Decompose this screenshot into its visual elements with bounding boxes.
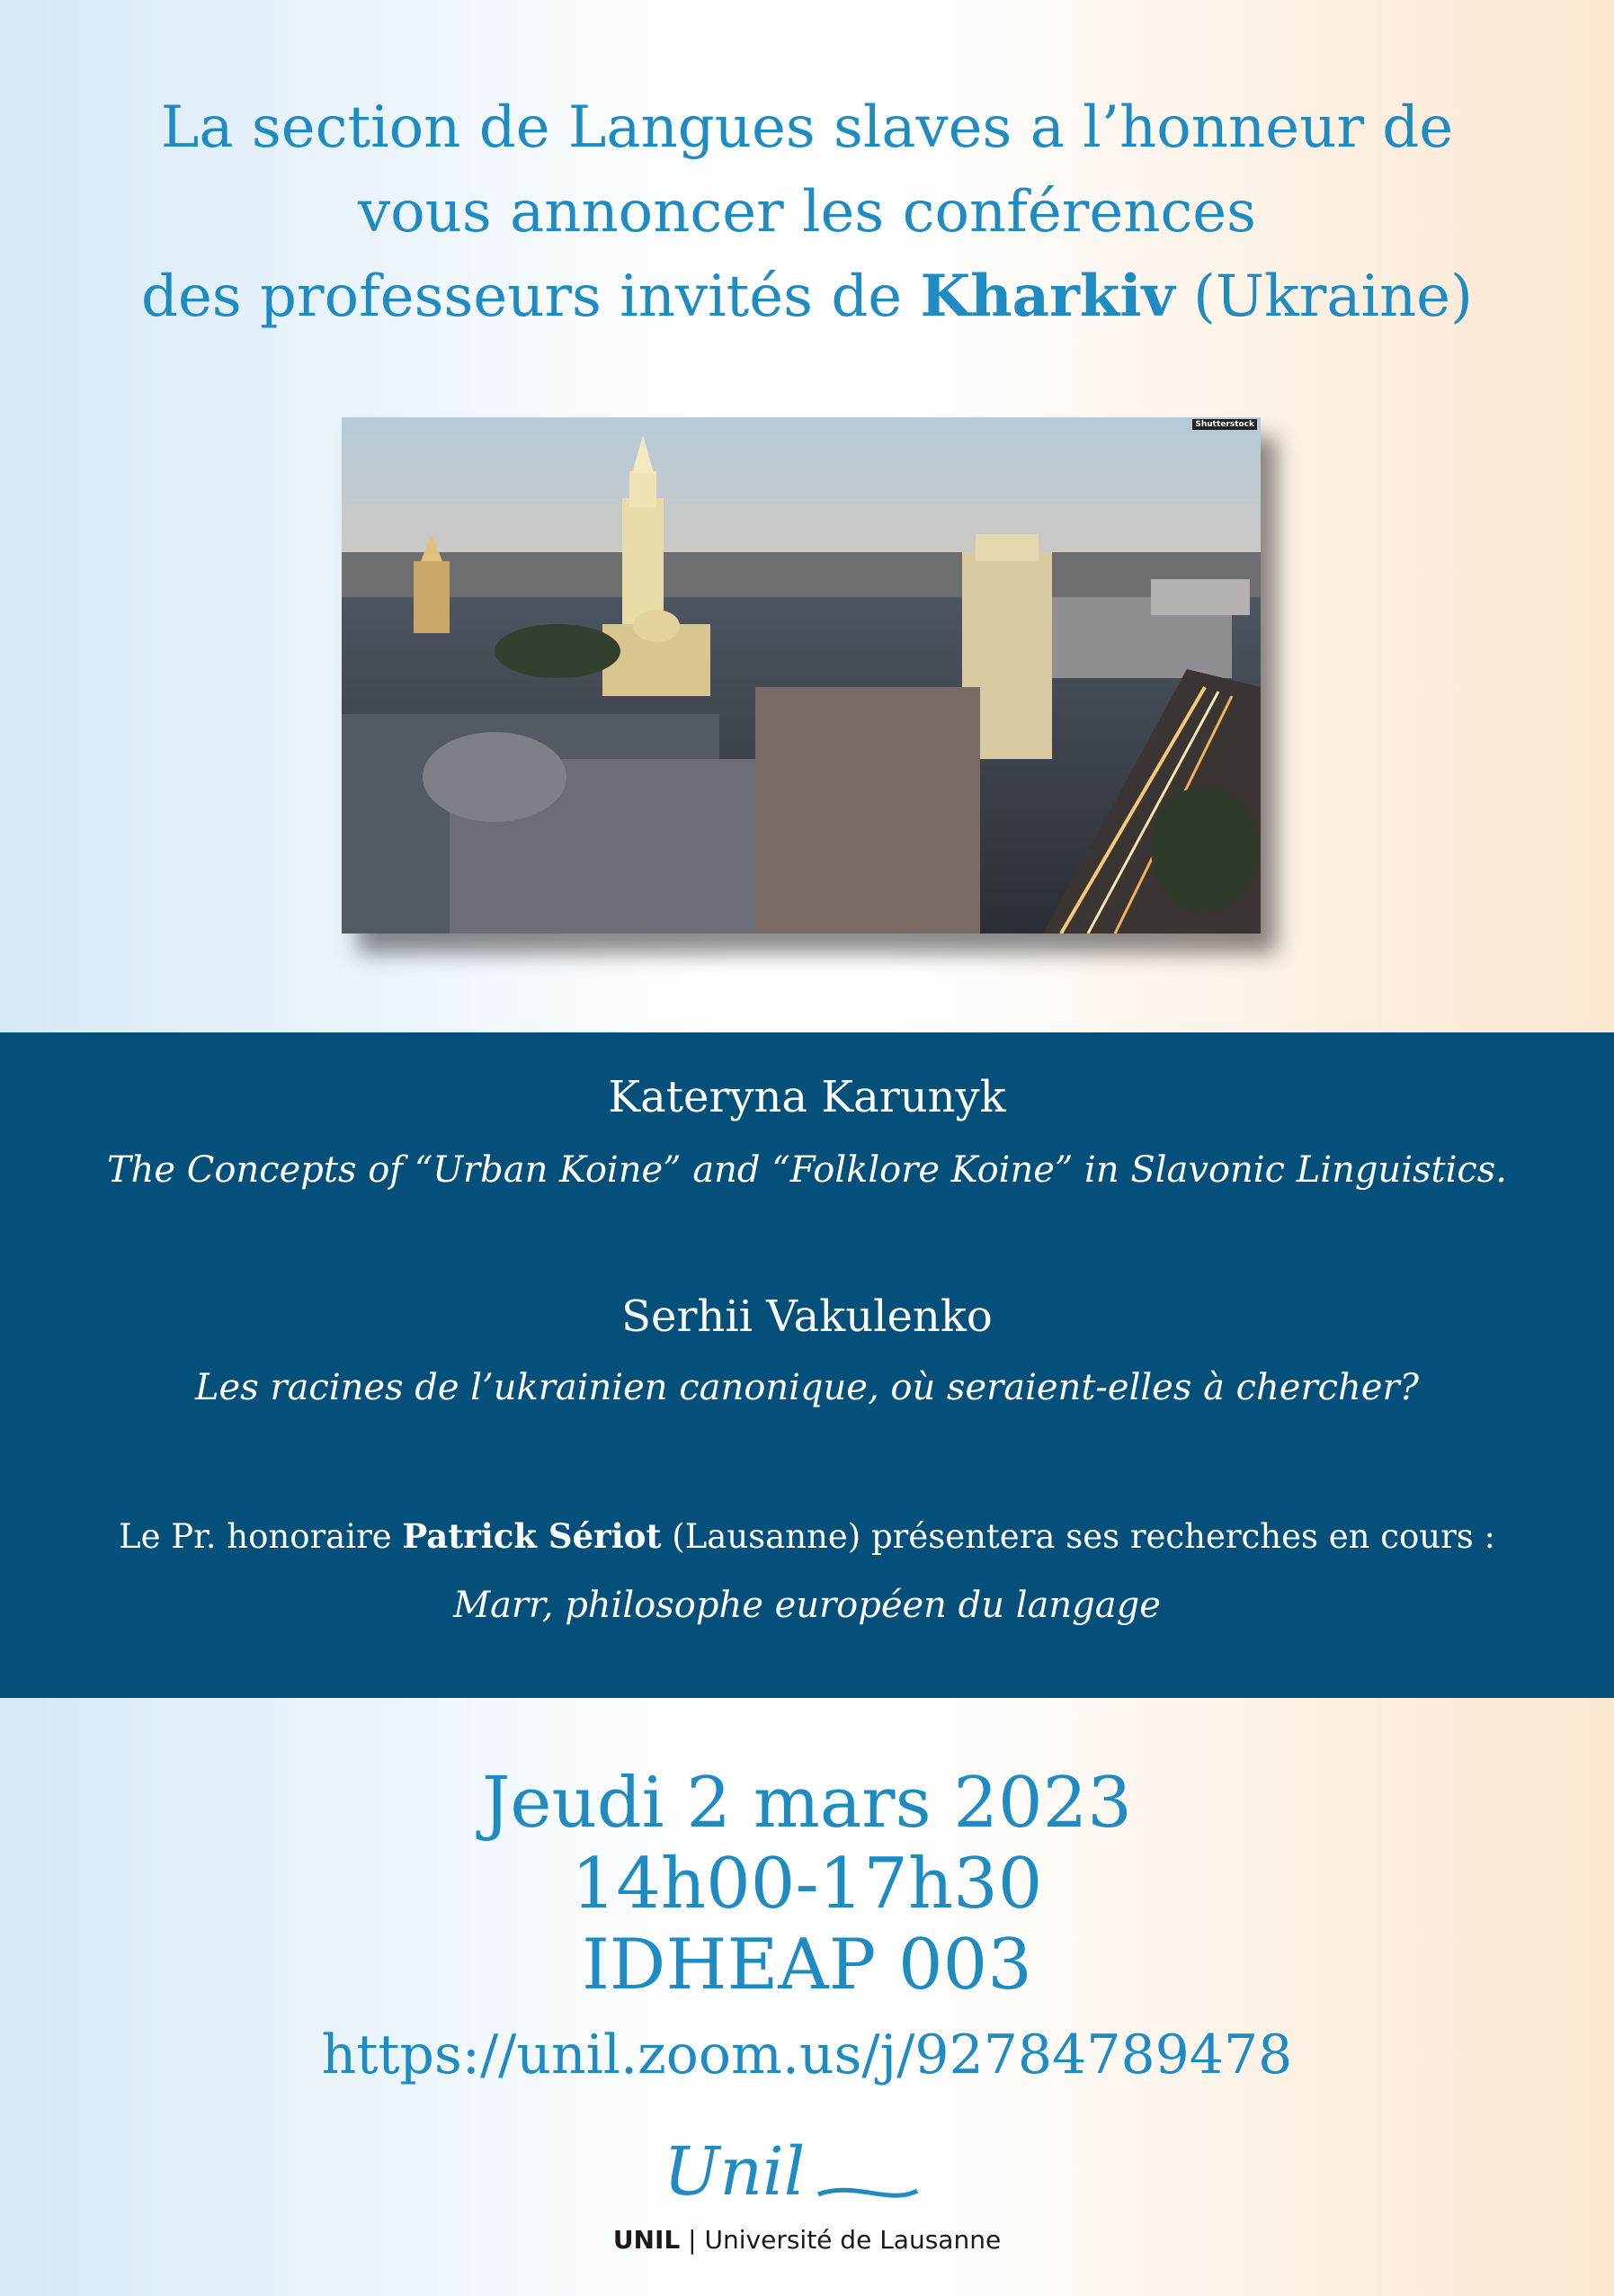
speaker-name: Kateryna Karunyk — [608, 1072, 1006, 1122]
headline-line-3-suffix: (Ukraine) — [1174, 264, 1474, 330]
guest-name: Patrick Sériot — [402, 1516, 662, 1556]
guest-prefix: Le Pr. honoraire — [119, 1517, 403, 1556]
headline-line-2: vous annoncer les conférences — [357, 179, 1257, 246]
guest-suffix: (Lausanne) présentera ses recherches en cours : — [661, 1517, 1495, 1556]
headline-line-1: La section de Langues slaves a l’honneur de — [160, 94, 1454, 161]
photo-credit: Shutterstock — [1192, 419, 1257, 430]
logo-caption — [0, 2225, 1614, 2255]
talks-band — [0, 1032, 1614, 1698]
event-room: IDHEAP 003 — [582, 1925, 1032, 2006]
zoom-link[interactable]: https://unil.zoom.us/j/92784789478 — [321, 2024, 1293, 2086]
unil-logo — [620, 2131, 998, 2212]
guest-talk-title: Marr, philosophe européen du langage — [453, 1585, 1161, 1626]
speaker-name: Serhii Vakulenko — [621, 1291, 993, 1342]
talk-title: The Concepts of “Urban Koine” and “Folklore Koine” in Slavonic Linguistics. — [106, 1149, 1508, 1191]
logo-separator: | — [688, 2225, 697, 2255]
city-skyline-photo — [342, 417, 1261, 934]
talk-title: Les racines de l’ukrainien canonique, où seraient-elles à chercher? — [194, 1367, 1420, 1408]
headline-line-3-prefix: des professeurs invités de — [140, 264, 921, 330]
event-time: 14h00-17h30 — [571, 1844, 1043, 1925]
guest-notice — [0, 1516, 1614, 1556]
unil-wordmark: Unil — [664, 2133, 806, 2211]
headline-line-3 — [0, 255, 1614, 339]
unil-short: UNIL — [612, 2225, 681, 2255]
city-name: Kharkiv — [920, 263, 1175, 330]
event-date: Jeudi 2 mars 2023 — [482, 1763, 1132, 1844]
university-name: Université de Lausanne — [704, 2225, 1002, 2255]
headline — [0, 85, 1614, 339]
